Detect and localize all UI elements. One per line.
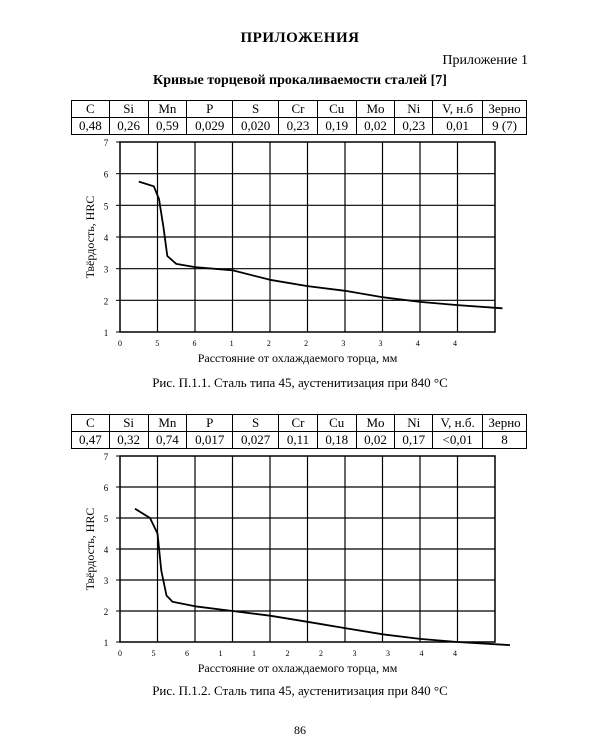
section-title: Кривые торцевой прокаливаемости сталей [7] bbox=[153, 73, 447, 88]
chem-value-cell: 0,02 bbox=[356, 432, 395, 449]
chem-value-cell: 0,23 bbox=[279, 118, 318, 135]
x-tick-label: 2 bbox=[266, 339, 271, 348]
hardness-curve bbox=[135, 509, 510, 645]
x-tick-label: 1 bbox=[252, 649, 256, 658]
chem-header-cell: Cr bbox=[279, 415, 318, 432]
x-axis-label: Расстояние от охлаждаемого торца, мм bbox=[197, 661, 398, 675]
chem-value-cell: 0,029 bbox=[187, 118, 233, 135]
chem-header-cell: Ni bbox=[395, 415, 433, 432]
chem-header-cell: Ni bbox=[395, 101, 433, 118]
y-tick-label: 7 bbox=[103, 138, 109, 148]
chem-header-cell: Si bbox=[109, 101, 148, 118]
chem-table-1-value-row bbox=[72, 118, 527, 135]
hardness-chart-1 bbox=[80, 136, 520, 366]
chem-header-cell: Mn bbox=[148, 415, 187, 432]
chem-table-2-header-row bbox=[72, 415, 527, 432]
chem-table-1 bbox=[71, 100, 527, 135]
chem-header-cell: P bbox=[187, 415, 233, 432]
chem-table-2 bbox=[71, 414, 527, 449]
chem-header-cell: Mo bbox=[356, 101, 395, 118]
chem-header-cell: P bbox=[187, 101, 233, 118]
x-tick-label: 3 bbox=[378, 339, 383, 348]
x-tick-label: 1 bbox=[218, 649, 223, 658]
chem-header-cell: Mo bbox=[356, 415, 395, 432]
chem-header-cell: V, н.б bbox=[433, 101, 483, 118]
chem-value-cell: 0,59 bbox=[148, 118, 187, 135]
x-tick-label: 2 bbox=[319, 649, 323, 658]
hardness-curve bbox=[139, 182, 503, 309]
y-tick-label: 5 bbox=[103, 201, 109, 212]
x-tick-label: 3 bbox=[352, 649, 357, 658]
chem-value-cell: 0,17 bbox=[395, 432, 433, 449]
chem-header-cell: Mn bbox=[148, 101, 187, 118]
chem-table-1-header-row bbox=[72, 101, 527, 118]
chem-header-cell: S bbox=[233, 415, 279, 432]
y-tick-label: 2 bbox=[103, 607, 109, 617]
x-tick-label: 6 bbox=[185, 649, 189, 658]
chem-value-cell: 0,01 bbox=[433, 118, 483, 135]
chem-value-cell: <0,01 bbox=[433, 432, 483, 449]
x-tick-label: 0 bbox=[118, 339, 122, 348]
y-tick-label: 5 bbox=[103, 514, 109, 524]
chem-value-cell: 0,02 bbox=[356, 118, 395, 135]
figure-caption-1: Рис. П.1.1. Сталь типа 45, аустенитизация при 840 °С bbox=[152, 375, 448, 390]
page-title: ПРИЛОЖЕНИЯ bbox=[240, 30, 360, 46]
page-number: 86 bbox=[294, 723, 306, 737]
chem-header-cell: Cr bbox=[279, 101, 318, 118]
appendix-label: Приложение 1 bbox=[442, 53, 528, 68]
y-tick-label: 3 bbox=[103, 576, 109, 586]
chart-plot-area bbox=[120, 456, 495, 642]
x-tick-label: 3 bbox=[341, 339, 346, 348]
chem-header-cell: Si bbox=[109, 415, 148, 432]
chem-table-2-value-row bbox=[72, 432, 527, 449]
chem-value-cell: 8 bbox=[483, 432, 527, 449]
y-tick-label: 6 bbox=[103, 169, 109, 180]
chem-header-cell: C bbox=[72, 101, 110, 118]
y-tick-label: 6 bbox=[103, 483, 109, 493]
chem-value-cell: 0,23 bbox=[395, 118, 433, 135]
chem-header-cell: Зерно bbox=[483, 415, 527, 432]
y-tick-label: 1 bbox=[103, 638, 109, 648]
y-axis-label: Твёрдость, HRC bbox=[83, 507, 97, 591]
chem-header-cell: Cu bbox=[317, 101, 356, 118]
chem-header-cell: S bbox=[233, 101, 279, 118]
y-tick-label: 4 bbox=[103, 233, 109, 243]
chem-value-cell: 0,027 bbox=[233, 432, 279, 449]
chem-value-cell: 0,26 bbox=[109, 118, 148, 135]
x-axis-label: Расстояние от охлаждаемого торца, мм bbox=[197, 351, 398, 365]
chem-value-cell: 9 (7) bbox=[483, 118, 527, 135]
x-tick-label: 3 bbox=[386, 649, 390, 658]
chem-header-cell: V, н.б. bbox=[433, 415, 483, 432]
x-tick-label: 4 bbox=[419, 649, 424, 658]
y-tick-label: 1 bbox=[103, 328, 109, 338]
x-tick-label: 2 bbox=[304, 339, 309, 348]
x-tick-label: 1 bbox=[229, 339, 234, 348]
x-tick-label: 0 bbox=[118, 649, 122, 658]
hardness-chart-2 bbox=[80, 450, 520, 676]
chem-header-cell: Cu bbox=[317, 415, 356, 432]
x-tick-label: 5 bbox=[151, 649, 156, 658]
chem-value-cell: 0,020 bbox=[233, 118, 279, 135]
chem-header-cell: Зерно bbox=[483, 101, 527, 118]
figure-caption-2: Рис. П.1.2. Сталь типа 45, аустенитизация при 840 °С bbox=[152, 683, 448, 698]
chem-value-cell: 0,74 bbox=[148, 432, 187, 449]
chem-value-cell: 0,47 bbox=[72, 432, 110, 449]
y-tick-label: 7 bbox=[103, 452, 109, 462]
chem-value-cell: 0,32 bbox=[109, 432, 148, 449]
x-tick-label: 4 bbox=[415, 339, 420, 348]
chem-value-cell: 0,48 bbox=[72, 118, 110, 135]
y-axis-label: Твёрдость, HRC bbox=[83, 195, 97, 279]
chem-value-cell: 0,11 bbox=[279, 432, 318, 449]
x-tick-label: 6 bbox=[192, 339, 197, 348]
y-tick-label: 4 bbox=[103, 545, 109, 555]
chem-header-cell: C bbox=[72, 415, 110, 432]
y-tick-label: 3 bbox=[103, 264, 109, 275]
chem-value-cell: 0,18 bbox=[317, 432, 356, 449]
x-tick-label: 4 bbox=[453, 649, 457, 658]
chem-value-cell: 0,017 bbox=[187, 432, 233, 449]
chem-value-cell: 0,19 bbox=[317, 118, 356, 135]
y-tick-label: 2 bbox=[103, 296, 109, 307]
x-tick-label: 4 bbox=[453, 339, 457, 348]
x-tick-label: 5 bbox=[155, 339, 160, 348]
x-tick-label: 2 bbox=[285, 649, 290, 658]
